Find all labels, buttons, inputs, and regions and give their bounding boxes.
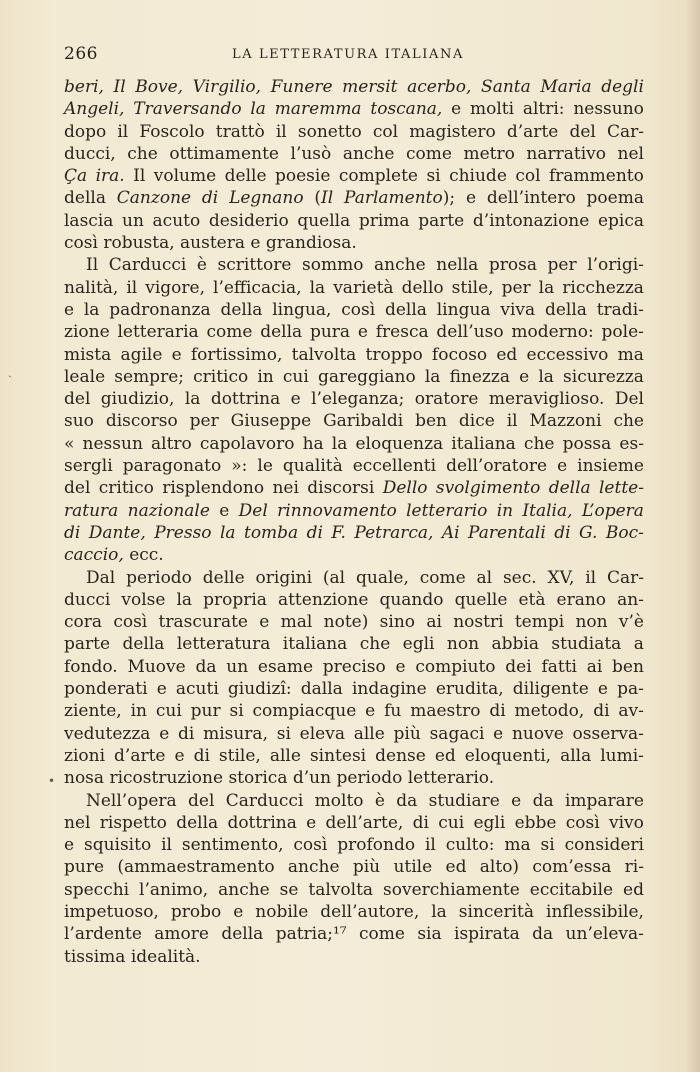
text-line: caccio, ecc. [64, 545, 164, 566]
text-line: « nessun altro capolavoro ha la eloquenza italiana che possa es- [64, 433, 644, 454]
text-line: pure (ammaestramento anche più utile ed alto) com’essa ri- [64, 857, 644, 878]
text-line: e la padronanza della lingua, così della lingua viva della tradi- [64, 299, 644, 320]
page-number: 266 [64, 44, 98, 64]
text-line: Nell’opera del Carducci molto è da studiare e da imparare [86, 790, 644, 811]
text-line: suo discorso per Giuseppe Garibaldi ben dice il Mazzoni che [64, 411, 644, 432]
text-line: l’ardente amore della patria;¹⁷ come sia ispirata da un’eleva- [64, 924, 644, 945]
running-title: LA LETTERATURA ITALIANA [232, 47, 464, 62]
text-line: nosa ricostruzione storica d’un periodo letterario. [64, 768, 495, 789]
text-line: Dal periodo delle origini (al quale, come al sec. XV, il Car- [86, 567, 644, 588]
margin-mark: ˎ [8, 364, 12, 378]
text-line: vedutezza e di misura, si eleva alle più sagaci e nuove osserva- [64, 723, 644, 744]
text-line: ducci volse la propria attenzione quando quelle età erano an- [64, 589, 644, 610]
text-line: ratura nazionale e Del rinnovamento letterario in Italia, L’opera [64, 500, 644, 521]
text-line: della Canzone di Legnano (Il Parlamento); e dell’intero poema [64, 188, 644, 209]
margin-dot: • [48, 774, 56, 788]
text-line: nel rispetto della dottrina e dell’arte, di cui egli ebbe così vivo [64, 812, 644, 833]
text-line: fondo. Muove da un esame preciso e compiuto dei fatti ai ben [64, 656, 644, 677]
text-line: ducci, che ottimamente l’usò anche come metro narrativo nel [64, 143, 644, 164]
text-line: Il Carducci è scrittore sommo anche nella prosa per l’origi- [86, 255, 644, 276]
text-line: tissima idealità. [64, 946, 201, 967]
text-line: zioni d’arte e di stile, alle sintesi dense ed eloquenti, alla lumi- [64, 745, 644, 766]
text-line: Ça ira. Il volume delle poesie complete si chiude col frammento [64, 166, 644, 187]
text-line: leale sempre; critico in cui gareggiano la finezza e la sicurezza [64, 366, 644, 387]
body-text [64, 76, 644, 968]
text-line: del giudizio, la dottrina e l’eleganza; oratore meraviglioso. Del [64, 389, 644, 410]
text-line: mista agile e fortissimo, talvolta troppo focoso ed eccessivo ma [64, 344, 644, 365]
text-line: sergli paragonato »: le qualità eccellenti dell’oratore e insieme [64, 456, 644, 477]
text-line: ziente, in cui pur si compiacque e fu maestro di metodo, di av- [64, 701, 644, 722]
text-line: nalità, il vigore, l’efficacia, la varietà dello stile, per la ricchezza [64, 277, 644, 298]
text-line: impetuoso, probo e nobile dell’autore, la sincerità inflessibile, [64, 901, 644, 922]
text-line: beri, Il Bove, Virgilio, Funere mersit acerbo, Santa Maria degli [64, 77, 644, 97]
text-line: del critico risplendono nei discorsi Dello svolgimento della lette- [64, 478, 644, 499]
text-line: parte della letteratura italiana che egli non abbia studiata a [64, 634, 644, 655]
text-line: zione letteraria come della pura e fresca dell’uso moderno: pole- [64, 322, 644, 343]
text-line: di Dante, Presso la tomba di F. Petrarca, Ai Parentali di G. Boc- [64, 522, 644, 543]
text-line: Angeli, Traversando la maremma toscana, e molti altri: nessuno [64, 99, 644, 120]
text-line: cora così trascurate e mal note) sino ai nostri tempi non v’è [64, 612, 644, 633]
text-line: e squisito il sentimento, così profondo il culto: ma si consideri [64, 835, 644, 856]
page-edge-shadow [686, 0, 700, 1072]
text-line: così robusta, austera e grandiosa. [64, 233, 357, 254]
text-line: specchi l’animo, anche se talvolta soverchiamente eccitabile ed [64, 879, 644, 900]
text-line: dopo il Foscolo trattò il sonetto col magistero d’arte del Car- [64, 121, 644, 142]
page-header [64, 44, 644, 68]
text-line: ponderati e acuti giudizî: dalla indagine erudita, diligente e pa- [64, 679, 644, 700]
text-line: lascia un acuto desiderio quella prima parte d’intonazione epica [64, 210, 644, 231]
